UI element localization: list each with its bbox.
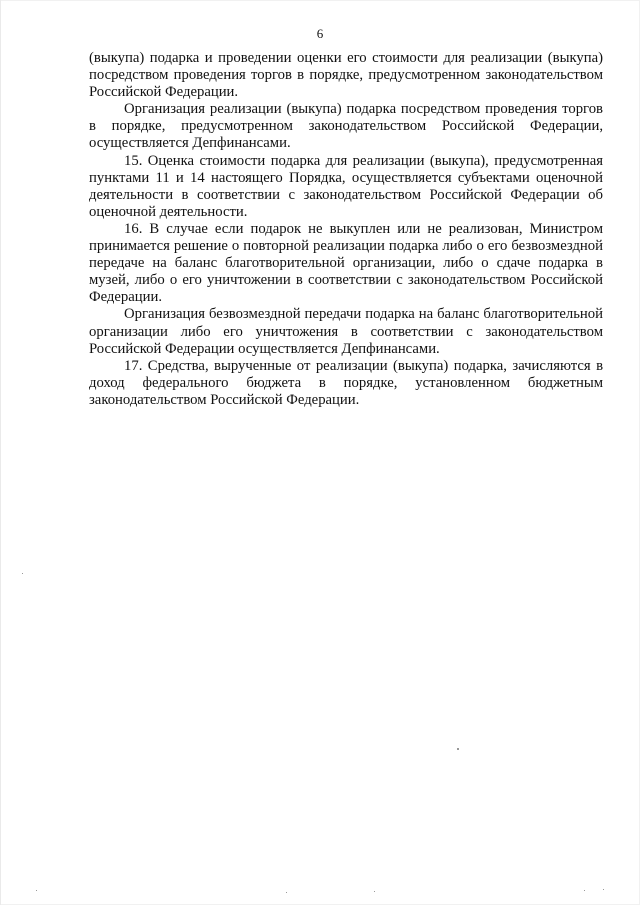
paragraph-item-15: 15. Оценка стоимости подарка для реализации (выкупа), предусмотренная пунктами 11 и 14 настоящего Порядка, осуществляется субъектами оценочной деятельности в соответствии с законодательством Российской Федерации об оценочной деятельности. [89, 152, 603, 220]
paragraph-transfer-organization: Организация безвозмездной передачи подарка на баланс благотворительной организации либо его уничтожения в соответствии с законодательством Российской Федерации осуществляется Депфинансами. [89, 306, 603, 357]
document-body [89, 50, 603, 409]
scan-speck [36, 890, 37, 891]
scan-speck [603, 889, 604, 890]
scan-speck [584, 890, 585, 891]
scan-speck [22, 573, 23, 574]
paragraph-continuation: (выкупа) подарка и проведении оценки его стоимости для реализации (выкупа) посредством проведения торгов в порядке, предусмотренном законодательством Российской Федерации. [89, 50, 603, 101]
page-number: 6 [316, 26, 324, 41]
scan-speck [374, 891, 375, 892]
paragraph-sale-organization: Организация реализации (выкупа) подарка посредством проведения торгов в порядке, предусмотренном законодательством Российской Федерации, осуществляется Депфинансами. [89, 101, 603, 152]
paragraph-item-16: 16. В случае если подарок не выкуплен или не реализован, Министром принимается решение о повторной реализации подарка либо о его безвозмездной передаче на баланс благотворительной организации, либо о сдаче подарка в музей, либо о его уничтожении в соответствии с законодательством Российской Федерации. [89, 220, 603, 306]
paragraph-item-17: 17. Средства, вырученные от реализации (выкупа) подарка, зачисляются в доход федерального бюджета в порядке, установленном бюджетным законодательством Российской Федерации. [89, 357, 603, 408]
scan-edge [0, 0, 1, 905]
scan-speck [286, 892, 287, 893]
scan-speck [457, 748, 459, 750]
